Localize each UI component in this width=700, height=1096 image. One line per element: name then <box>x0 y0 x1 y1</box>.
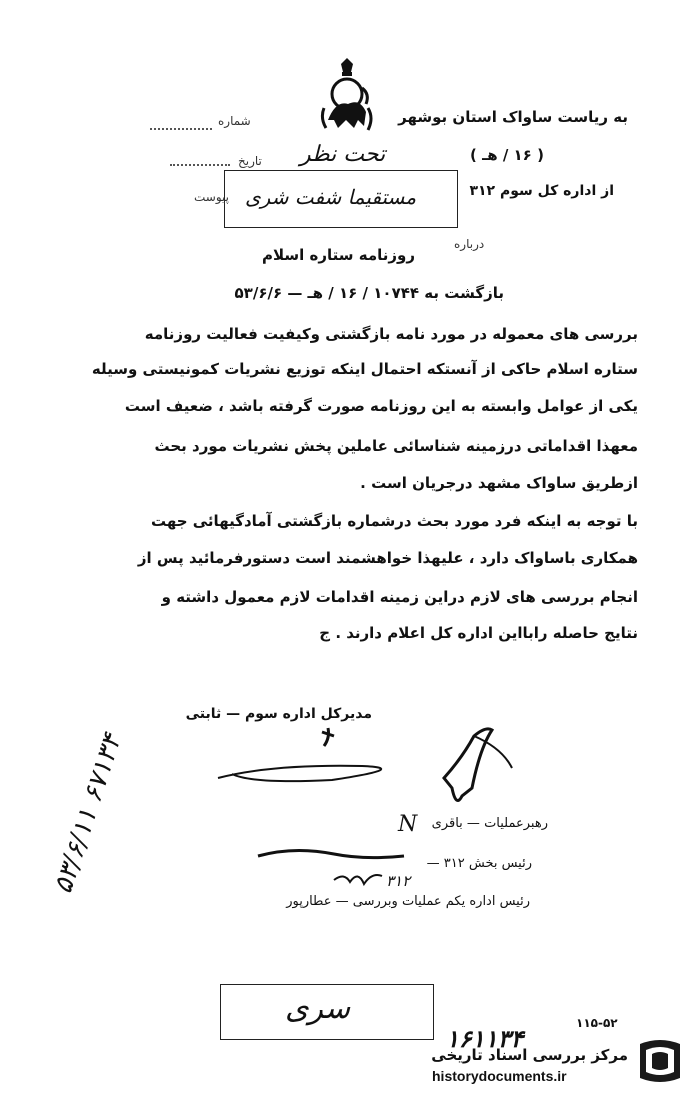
body-line: معهذا اقداماتی درزمینه شناسائی عاملین پخش نشریات مورد بحث <box>154 437 638 455</box>
section-note: ۳۱۲ <box>386 872 411 890</box>
document-number: ۱۶۱۱۳۴ <box>446 1024 524 1053</box>
body-line: نتایج حاصله رابااین اداره کل اعلام دارند . ج <box>319 624 638 642</box>
body-line: یکی از عوامل وابسته به این روزنامه صورت گرفته باشد ، ضعیف است <box>124 397 638 415</box>
recipient-line: به ریاست ساواک استان بوشهر <box>398 108 628 126</box>
watermark-persian: مرکز بررسی اسناد تاریخی <box>431 1046 628 1064</box>
watermark-url[interactable]: historydocuments.ir <box>432 1068 567 1084</box>
secret-stamp-text: سری <box>285 991 351 1026</box>
sender-line: از اداره کل سوم ۳۱۲ <box>469 183 614 199</box>
ops-head-initial: N <box>398 812 418 837</box>
body-line: ستاره اسلام حاکی از آنستکه احتمال اینکه توزیع نشریات کمونیستی وسیله <box>91 360 638 378</box>
section-head-line: رئیس بخش ۳۱۲ — <box>426 856 532 871</box>
dept-head-line: رئیس اداره یکم عملیات وبررسی — عطارپور <box>286 894 530 909</box>
body-line: انجام بررسی های لازم دراین زمینه اقدامات لازم معمول داشته و <box>161 588 638 606</box>
handwritten-stamp-box <box>224 170 458 228</box>
reference-line: بازگشت به ۱۰۷۴۴ / ۱۶ / هـ — ۵۳/۶/۶ <box>234 284 504 302</box>
handwritten-heading: تحت نظر <box>300 142 386 167</box>
form-code: ۱۱۵-۵۲ <box>576 1016 618 1030</box>
margin-handwriting: ۵۳/۶/۱۱ ۶۷۱۳۴ <box>48 730 128 898</box>
body-line: با توجه به اینکه فرد مورد بحث درشماره بازگشتی آمادگیهائی جهت <box>150 512 638 530</box>
number-value: ( ۱۶ / هـ ) <box>470 146 544 164</box>
body-line: بررسی های معموله در مورد نامه بازگشتی وکیفیت فعالیت روزنامه <box>144 325 638 343</box>
body-line: ازطریق ساواک مشهد درجریان است . <box>360 474 638 492</box>
body-line: همکاری باساواک دارد ، علیهذا خواهشمند است دستورفرمائید پس از <box>137 549 638 567</box>
subject-label: درباره <box>454 237 485 251</box>
archive-logo-icon <box>632 1034 688 1088</box>
date-dots <box>170 164 230 166</box>
director-signature-scribble <box>212 718 522 828</box>
lion-and-sun-emblem <box>318 58 376 136</box>
number-dots <box>150 128 212 130</box>
number-label: شماره <box>218 114 251 128</box>
director-signature-line: مدیرکل اداره سوم — ثابتی <box>185 706 372 722</box>
secret-stamp <box>220 984 434 1040</box>
date-label: تاریخ <box>238 154 262 168</box>
subject-value: روزنامه ستاره اسلام <box>262 246 415 264</box>
ops-head-line: رهبرعملیات — باقری <box>431 816 548 831</box>
section-signature-scribble <box>254 846 414 896</box>
stamp-handwriting: مستقیما شفت شری <box>245 185 417 209</box>
attachment-label: پیوست <box>194 190 229 204</box>
